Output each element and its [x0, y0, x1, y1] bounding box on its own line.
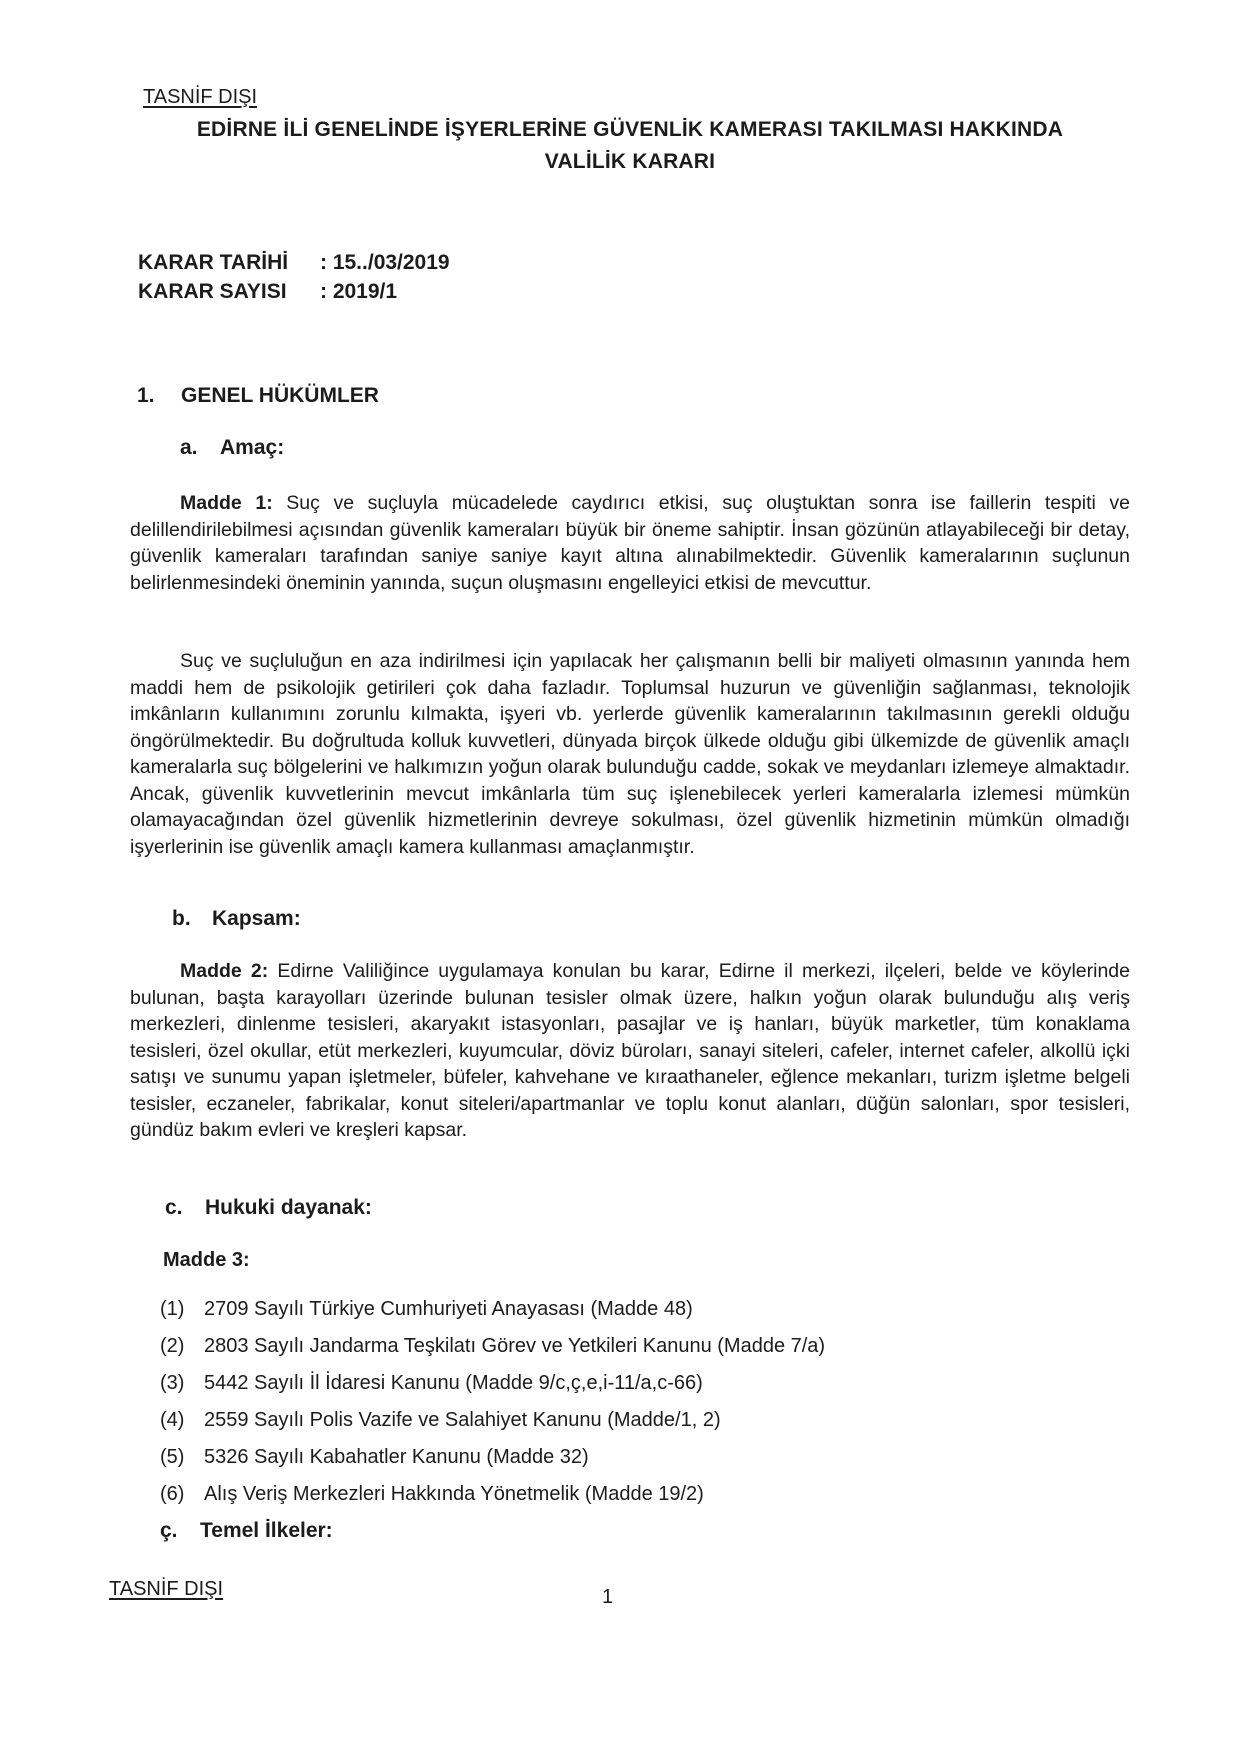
decision-number-label: KARAR SAYISI: [138, 280, 287, 303]
list-item-number: (4): [160, 1409, 185, 1431]
subsection-heading-basic-principles: [160, 1519, 333, 1543]
subsection-title: Hukuki dayanak:: [205, 1196, 372, 1219]
page-number: 1: [602, 1586, 614, 1608]
article-2-label: Madde 2:: [180, 960, 269, 982]
list-item-number: (5): [160, 1446, 185, 1468]
list-item-number: (3): [160, 1372, 185, 1394]
list-item-text: Alış Veriş Merkezleri Hakkında Yönetmelik (Madde 19/2): [204, 1483, 704, 1505]
list-item-number: (1): [160, 1298, 185, 1320]
list-item-text: 5442 Sayılı İl İdaresi Kanunu (Madde 9/c,ç,e,i-11/a,c-66): [204, 1372, 703, 1394]
subsection-title: Amaç:: [220, 436, 285, 459]
purpose-paragraph-2-text: Suç ve suçluluğun en aza indirilmesi için yapılacak her çalışmanın belli bir maliyeti olmasının yanında hem maddi hem de psikolojik getirileri çok daha fazladır. Toplumsal huzurun ve güvenliğin sağlanması, teknolojik imkânların kullanımını zorunlu kılmakta, işyeri vb. yerlerde güvenlik kameralarının takılmasının gerekli olduğu öngörülmektedir. Bu doğrultuda kolluk kuvvetleri, dünyada birçok ülkede olduğu gibi ülkemizde de güvenlik amaçlı kameralarla suç bölgelerini ve halkımızın yoğun olarak bulunduğu cadde, sokak ve meydanları izlemeye almaktadır. Ancak, güvenlik kuvvetlerinin mevcut imkânlarla tüm suç işlenebilecek yerleri kameralarla izlemesi mümkün olamayacağından özel güvenlik hizmetlerinin devreye sokulması, özel güvenlik hizmetinin mümkün olmadığı işyerlerinin ise güvenlik amaçlı kamera kullanması amaçlanmıştır.: [130, 650, 1130, 858]
article-1-text: Suç ve suçluyla mücadelede caydırıcı etkisi, suç oluştuktan sonra ise faillerin tespiti ve delillendirilebilmesi açısından güvenlik kameraları büyük bir öneme sahiptir. İnsan gözünün atlayabileceği bir detay, güvenlik kameraları tarafından saniye saniye kayıt altına alınabilmektedir. Güvenlik kameralarının suçlunun belirlenmesindeki öneminin yanında, suçun oluşmasını engelleyici etkisi de mevcuttur.: [130, 492, 1131, 594]
article-3-label: Madde 3:: [163, 1249, 250, 1271]
article-1-label: Madde 1:: [180, 492, 273, 514]
list-item-number: (6): [160, 1483, 185, 1505]
list-item: [160, 1291, 825, 1328]
article-2-text: Edirne Valiliğince uygulamaya konulan bu karar, Edirne il merkezi, ilçeleri, belde ve köylerinde bulunan, başta karayolları üzerinde bulunan tesisler olmak üzere, halkın yoğun olarak bulunduğu alış veriş merkezleri, dinlenme tesisleri, akaryakıt istasyonları, pasajlar ve iş hanları, büyük marketler, tüm konaklama tesisleri, özel okullar, etüt merkezleri, kuyumcular, döviz büroları, sanayi siteleri, cafeler, internet cafeler, alkollü içki satışı ve sunumu yapan işletmeler, büfeler, kahvehane ve kıraathaneler, eğlence mekanları, turizm işletme belgeli tesisler, eczaneler, fabrikalar, konut siteleri/apartmanlar ve toplu konut alanları, düğün salonları, spor tesisleri, gündüz bakım evleri ve kreşleri kapsar.: [130, 960, 1130, 1141]
list-item-text: 2803 Sayılı Jandarma Teşkilatı Görev ve Yetkileri Kanunu (Madde 7/a): [204, 1335, 826, 1357]
list-item-number: (2): [160, 1335, 185, 1357]
decision-number-value: : 2019/1: [320, 280, 398, 303]
subsection-heading-purpose: [180, 436, 284, 460]
legal-basis-list: [160, 1291, 825, 1513]
section-number: 1.: [137, 384, 155, 407]
document-title-line2: VALİLİK KARARI: [544, 150, 716, 173]
section-heading-general-provisions: [137, 384, 379, 408]
article-1-paragraph: [130, 490, 1130, 596]
classification-header: TASNİF DIŞI: [143, 86, 258, 108]
list-item-text: 2559 Sayılı Polis Vazife ve Salahiyet Kanunu (Madde/1, 2): [204, 1409, 721, 1431]
subsection-letter: b.: [172, 907, 191, 930]
list-item: [160, 1439, 825, 1476]
purpose-paragraph-2: [130, 648, 1130, 860]
document-title-line1: EDİRNE İLİ GENELİNDE İŞYERLERİNE GÜVENLİK KAMERASI TAKILMASI HAKKINDA: [196, 118, 1064, 141]
decision-date: [138, 251, 450, 275]
list-item-text: 5326 Sayılı Kabahatler Kanunu (Madde 32): [204, 1446, 589, 1468]
subsection-heading-legal-basis: [165, 1196, 372, 1220]
article-2-paragraph: [130, 958, 1130, 1144]
list-item-text: 2709 Sayılı Türkiye Cumhuriyeti Anayasası (Madde 48): [204, 1298, 693, 1320]
classification-footer: TASNİF DIŞI: [109, 1578, 224, 1600]
decision-number: [138, 280, 397, 304]
decision-date-label: KARAR TARİHİ: [138, 251, 289, 274]
subsection-letter: ç.: [160, 1519, 178, 1542]
list-item: [160, 1365, 825, 1402]
subsection-heading-scope: [172, 907, 301, 931]
list-item: [160, 1402, 825, 1439]
list-item: [160, 1476, 825, 1513]
subsection-letter: c.: [165, 1196, 183, 1219]
list-item: [160, 1328, 825, 1365]
decision-date-value: : 15../03/2019: [320, 251, 450, 274]
subsection-title: Temel İlkeler:: [200, 1519, 333, 1542]
subsection-title: Kapsam:: [212, 907, 301, 930]
subsection-letter: a.: [180, 436, 198, 459]
section-title: GENEL HÜKÜMLER: [181, 384, 379, 407]
